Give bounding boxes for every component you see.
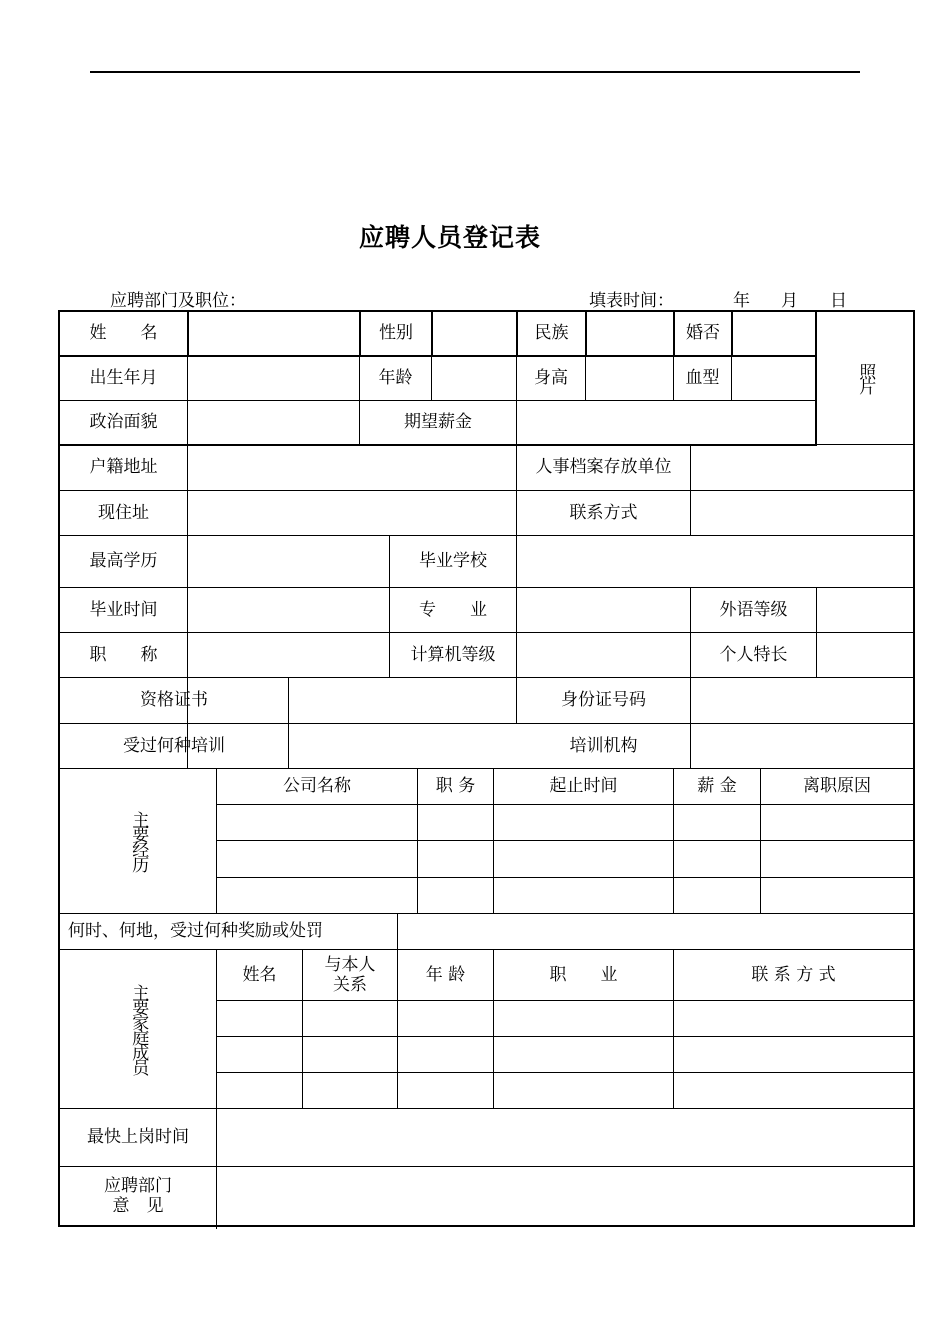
label-name: 姓 名 <box>89 323 158 344</box>
input-id-no[interactable] <box>691 678 913 723</box>
label-school: 毕业学校 <box>419 551 487 572</box>
input-awards[interactable] <box>398 914 913 949</box>
label-title: 职 称 <box>89 644 158 665</box>
label-marital: 婚否 <box>686 323 720 344</box>
table-row[interactable] <box>217 841 913 877</box>
table-row[interactable] <box>217 1037 913 1072</box>
exp-header-position: 职 务 <box>435 776 476 797</box>
input-title[interactable] <box>188 633 389 677</box>
label-major: 专 业 <box>419 599 487 620</box>
label-grad-time: 毕业时间 <box>89 599 158 620</box>
label-hukou: 户籍地址 <box>89 457 158 478</box>
label-ethnicity: 民族 <box>534 323 569 344</box>
label-age: 年龄 <box>378 367 413 388</box>
input-training[interactable] <box>289 724 516 768</box>
label-blood: 血型 <box>685 367 720 388</box>
table-row[interactable] <box>217 1001 913 1036</box>
input-dept-opinion[interactable] <box>217 1167 913 1225</box>
label-cert: 资格证书 <box>140 690 208 711</box>
input-grad-time[interactable] <box>188 588 389 632</box>
family-header-name: 姓名 <box>242 964 277 985</box>
label-contact: 联系方式 <box>569 502 638 523</box>
label-height: 身高 <box>534 367 568 388</box>
form-title: 应聘人员登记表 <box>358 223 541 252</box>
header-rule <box>90 71 860 73</box>
label-specialty: 个人特长 <box>719 644 788 665</box>
fill-date-label: 填表时间： <box>589 291 674 311</box>
month-label: 月 <box>781 291 798 311</box>
exp-header-period: 起止时间 <box>549 776 618 797</box>
input-marital[interactable] <box>733 312 815 355</box>
input-birth[interactable] <box>188 356 359 400</box>
input-training-org[interactable] <box>691 724 913 768</box>
label-awards: 何时、何地，受过何种奖励或处罚 <box>68 921 323 942</box>
exp-header-company: 公司名称 <box>283 776 351 797</box>
input-gender[interactable] <box>433 312 516 355</box>
year-label: 年 <box>733 291 750 311</box>
input-specialty[interactable] <box>817 633 913 677</box>
photo-box: 照片 <box>855 363 876 393</box>
input-blood[interactable] <box>732 356 815 400</box>
input-education[interactable] <box>188 536 389 587</box>
input-name[interactable] <box>189 312 359 355</box>
input-salary-expect[interactable] <box>517 401 815 444</box>
label-training-org: 培训机构 <box>569 735 638 756</box>
input-computer[interactable] <box>517 633 690 677</box>
input-address[interactable] <box>188 491 516 535</box>
label-computer: 计算机等级 <box>410 644 496 665</box>
input-major[interactable] <box>517 588 690 632</box>
experience-section-label: 主要经历 <box>128 811 149 871</box>
label-salary-expect: 期望薪金 <box>404 412 472 433</box>
exp-header-salary: 薪 金 <box>697 776 737 797</box>
family-header-contact: 联 系 方 式 <box>751 964 836 985</box>
input-hukou[interactable] <box>188 445 516 490</box>
input-cert[interactable] <box>289 678 516 723</box>
label-language: 外语等级 <box>719 599 788 620</box>
family-section-label: 主要家庭成员 <box>128 984 149 1074</box>
input-political[interactable] <box>188 401 359 444</box>
input-age[interactable] <box>432 356 516 400</box>
exp-header-leave-reason: 离职原因 <box>803 776 871 797</box>
label-political: 政治面貌 <box>89 412 158 433</box>
table-row[interactable] <box>217 1073 913 1108</box>
label-start-time: 最快上岗时间 <box>87 1127 189 1148</box>
input-school[interactable] <box>517 536 913 587</box>
table-row[interactable] <box>217 805 913 840</box>
registration-form <box>58 310 915 1227</box>
input-archive[interactable] <box>691 445 913 490</box>
input-contact[interactable] <box>691 491 913 535</box>
label-dept-opinion: 应聘部门 意 见 <box>104 1175 172 1216</box>
day-label: 日 <box>830 291 847 311</box>
family-header-age: 年 龄 <box>425 964 466 985</box>
label-birth: 出生年月 <box>89 367 158 388</box>
family-header-occupation: 职 业 <box>549 964 618 985</box>
label-training: 受过何种培训 <box>123 735 225 756</box>
label-education: 最高学历 <box>89 551 158 572</box>
input-start-time[interactable] <box>217 1109 913 1166</box>
label-address: 现住址 <box>98 502 149 523</box>
input-ethnicity[interactable] <box>587 312 673 355</box>
input-height[interactable] <box>586 356 673 400</box>
label-archive: 人事档案存放单位 <box>535 457 672 478</box>
label-gender: 性别 <box>379 323 413 344</box>
label-id-no: 身份证号码 <box>561 690 646 711</box>
family-header-relation: 与本人 关系 <box>324 954 376 995</box>
table-row[interactable] <box>217 878 913 913</box>
input-language[interactable] <box>817 588 913 632</box>
apply-dept-label: 应聘部门及职位： <box>110 291 246 311</box>
